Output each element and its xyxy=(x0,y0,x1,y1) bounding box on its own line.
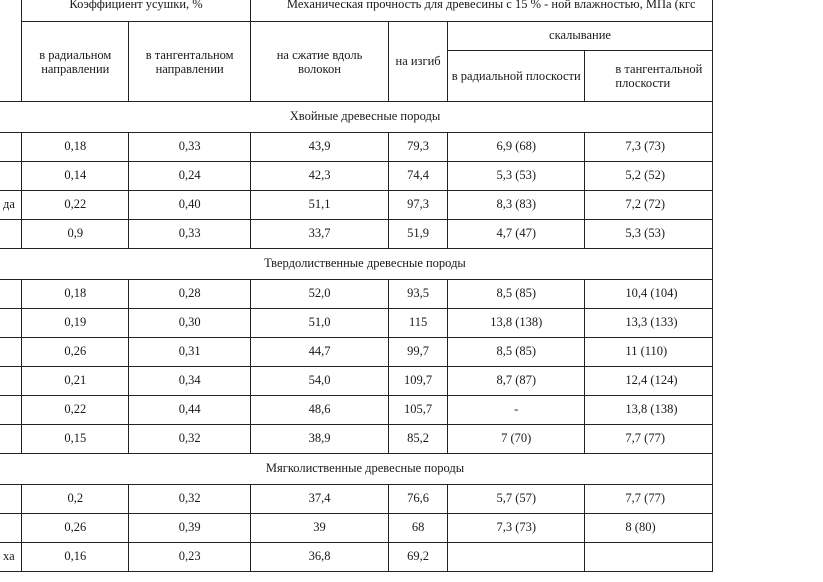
species-name xyxy=(0,514,22,543)
shrinkage-tangential: 0,31 xyxy=(129,338,251,367)
shear-tangential: 7,7 (77) xyxy=(585,485,713,514)
compression-strength: 43,9 xyxy=(250,133,388,162)
shear-radial xyxy=(448,543,585,572)
shear-tangential: 12,4 (124) xyxy=(585,367,713,396)
header-row-group xyxy=(0,0,713,22)
strength-group-header: Механическая прочность для древесины с 15 % - ной влажностью, МПа (кгс xyxy=(250,0,712,22)
shear-tangential: 7,3 (73) xyxy=(585,133,713,162)
compression-strength: 37,4 xyxy=(250,485,388,514)
shrinkage-radial: 0,2 xyxy=(22,485,129,514)
shrinkage-tangential: 0,28 xyxy=(129,280,251,309)
table-row xyxy=(0,396,713,425)
bending-header: на изгиб xyxy=(389,22,448,102)
species-name xyxy=(0,425,22,454)
compression-header: на сжатие вдоль волокон xyxy=(250,22,388,102)
shear-radial: 7,3 (73) xyxy=(448,514,585,543)
table-row xyxy=(0,367,713,396)
compression-strength: 51,0 xyxy=(250,309,388,338)
species-name xyxy=(0,485,22,514)
shear-tangential: 5,3 (53) xyxy=(585,220,713,249)
shrinkage-radial: 0,22 xyxy=(22,191,129,220)
tangential-direction-header: в тангентальном направлении xyxy=(129,22,251,102)
shrinkage-tangential: 0,33 xyxy=(129,220,251,249)
shear-header: скалывание xyxy=(448,22,713,51)
shrinkage-tangential: 0,24 xyxy=(129,162,251,191)
table-row xyxy=(0,425,713,454)
table-row xyxy=(0,309,713,338)
compression-strength: 48,6 xyxy=(250,396,388,425)
shrinkage-radial: 0,9 xyxy=(22,220,129,249)
species-header xyxy=(0,0,22,102)
bending-strength: 115 xyxy=(389,309,448,338)
shear-radial: 8,7 (87) xyxy=(448,367,585,396)
shear-tangential: 11 (110) xyxy=(585,338,713,367)
species-name xyxy=(0,367,22,396)
shear-radial: 8,5 (85) xyxy=(448,338,585,367)
compression-strength: 54,0 xyxy=(250,367,388,396)
compression-strength: 38,9 xyxy=(250,425,388,454)
radial-direction-header: в радиальном направлении xyxy=(22,22,129,102)
shrinkage-radial: 0,15 xyxy=(22,425,129,454)
bending-strength: 68 xyxy=(389,514,448,543)
bending-strength: 105,7 xyxy=(389,396,448,425)
shear-radial: - xyxy=(448,396,585,425)
shrinkage-tangential: 0,30 xyxy=(129,309,251,338)
shrinkage-tangential: 0,32 xyxy=(129,485,251,514)
compression-strength: 52,0 xyxy=(250,280,388,309)
table-row xyxy=(0,191,713,220)
bending-strength: 74,4 xyxy=(389,162,448,191)
shear-tangential: 10,4 (104) xyxy=(585,280,713,309)
compression-strength: 36,8 xyxy=(250,543,388,572)
shrinkage-radial: 0,18 xyxy=(22,280,129,309)
shear-radial: 7 (70) xyxy=(448,425,585,454)
bending-strength: 76,6 xyxy=(389,485,448,514)
table-row xyxy=(0,220,713,249)
species-name xyxy=(0,280,22,309)
species-name xyxy=(0,309,22,338)
species-name xyxy=(0,396,22,425)
shrinkage-tangential: 0,34 xyxy=(129,367,251,396)
table-row xyxy=(0,162,713,191)
table-row xyxy=(0,514,713,543)
section-header-row xyxy=(0,454,713,485)
table-row xyxy=(0,133,713,162)
shrinkage-radial: 0,26 xyxy=(22,338,129,367)
section-title: Мягколиственные древесные породы xyxy=(0,454,713,485)
shear-tangential: 13,3 (133) xyxy=(585,309,713,338)
table-row xyxy=(0,543,713,572)
section-header-row xyxy=(0,102,713,133)
shear-radial: 8,3 (83) xyxy=(448,191,585,220)
shrinkage-radial: 0,19 xyxy=(22,309,129,338)
species-name xyxy=(0,220,22,249)
section-title: Твердолиственные древесные породы xyxy=(0,249,713,280)
table-row xyxy=(0,338,713,367)
shrinkage-tangential: 0,39 xyxy=(129,514,251,543)
compression-strength: 33,7 xyxy=(250,220,388,249)
table-row xyxy=(0,485,713,514)
shear-tangential: 7,7 (77) xyxy=(585,425,713,454)
shear-radial: 4,7 (47) xyxy=(448,220,585,249)
bending-strength: 109,7 xyxy=(389,367,448,396)
compression-strength: 51,1 xyxy=(250,191,388,220)
species-name xyxy=(0,338,22,367)
shrinkage-radial: 0,22 xyxy=(22,396,129,425)
species-name: да xyxy=(0,191,22,220)
shrinkage-radial: 0,16 xyxy=(22,543,129,572)
compression-strength: 44,7 xyxy=(250,338,388,367)
header-row-sub xyxy=(0,22,713,51)
shrinkage-group-header: Коэффициент усушки, % xyxy=(22,0,251,22)
shrinkage-radial: 0,14 xyxy=(22,162,129,191)
shrinkage-tangential: 0,23 xyxy=(129,543,251,572)
shear-tangential: 13,8 (138) xyxy=(585,396,713,425)
compression-strength: 42,3 xyxy=(250,162,388,191)
shrinkage-tangential: 0,32 xyxy=(129,425,251,454)
table-row xyxy=(0,280,713,309)
section-title: Хвойные древесные породы xyxy=(0,102,713,133)
shrinkage-tangential: 0,33 xyxy=(129,133,251,162)
bending-strength: 85,2 xyxy=(389,425,448,454)
shrinkage-radial: 0,18 xyxy=(22,133,129,162)
shrinkage-radial: 0,26 xyxy=(22,514,129,543)
species-name xyxy=(0,133,22,162)
radial-plane-header: в радиальной плоскости xyxy=(448,51,585,102)
tangential-plane-header: в тангентальной плоскости xyxy=(585,51,713,102)
section-header-row xyxy=(0,249,713,280)
shear-radial: 8,5 (85) xyxy=(448,280,585,309)
shear-radial: 5,3 (53) xyxy=(448,162,585,191)
bending-strength: 93,5 xyxy=(389,280,448,309)
bending-strength: 51,9 xyxy=(389,220,448,249)
bending-strength: 69,2 xyxy=(389,543,448,572)
bending-strength: 79,3 xyxy=(389,133,448,162)
species-name: ха xyxy=(0,543,22,572)
shear-tangential xyxy=(585,543,713,572)
species-name xyxy=(0,162,22,191)
shrinkage-radial: 0,21 xyxy=(22,367,129,396)
bending-strength: 99,7 xyxy=(389,338,448,367)
shrinkage-tangential: 0,44 xyxy=(129,396,251,425)
bending-strength: 97,3 xyxy=(389,191,448,220)
shrinkage-tangential: 0,40 xyxy=(129,191,251,220)
shear-tangential: 7,2 (72) xyxy=(585,191,713,220)
shear-tangential: 8 (80) xyxy=(585,514,713,543)
shear-radial: 13,8 (138) xyxy=(448,309,585,338)
shear-tangential: 5,2 (52) xyxy=(585,162,713,191)
shear-radial: 6,9 (68) xyxy=(448,133,585,162)
shear-radial: 5,7 (57) xyxy=(448,485,585,514)
compression-strength: 39 xyxy=(250,514,388,543)
